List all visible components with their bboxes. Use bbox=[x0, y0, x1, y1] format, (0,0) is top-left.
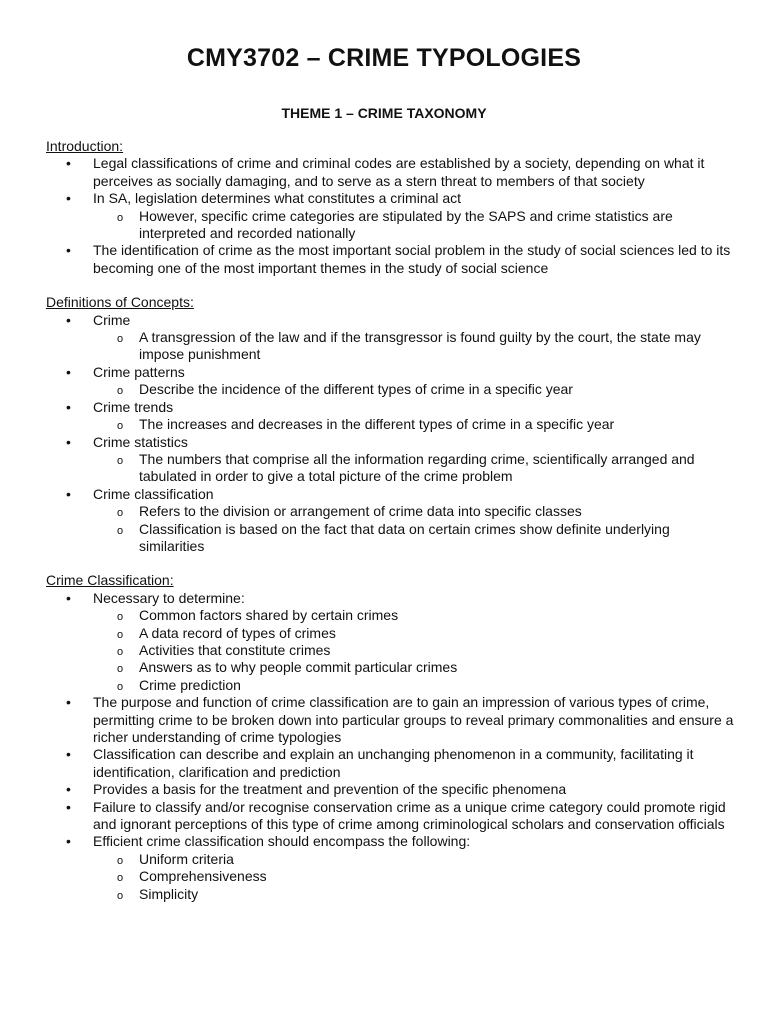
bullet-item bbox=[46, 833, 736, 903]
sub-bullet-item: o Comprehensiveness bbox=[93, 868, 736, 885]
sub-bullet-list bbox=[93, 503, 736, 555]
sub-bullet-item: o Uniform criteria bbox=[93, 851, 736, 868]
sub-bullet-list bbox=[93, 851, 736, 903]
bullet-text: Classification can describe and explain an unchanging phenomenon in a community, facilitating it identification, clarification and prediction bbox=[93, 746, 694, 780]
document-title: CMY3702 – CRIME TYPOLOGIES bbox=[186, 44, 582, 72]
theme-heading: THEME 1 – CRIME TAXONOMY bbox=[281, 105, 487, 121]
section-heading: Definitions of Concepts: bbox=[46, 294, 194, 311]
bullet-list bbox=[46, 155, 736, 277]
sub-bullet-item: o Describe the incidence of the different types of crime in a specific year bbox=[93, 381, 736, 398]
sub-bullet-list bbox=[93, 607, 736, 694]
section-heading: Crime Classification: bbox=[46, 572, 174, 589]
bullet-text: Failure to classify and/or recognise conservation crime as a unique crime category could promote rigid and ignorant perceptions of this type of crime among criminological scholars and conservation officials bbox=[93, 798, 726, 833]
sub-bullet-item: o Answers as to why people commit particular crimes bbox=[93, 659, 736, 676]
sub-bullet-item: o Crime prediction bbox=[93, 677, 736, 694]
bullet-text: The purpose and function of crime classification are to gain an impression of various types of crime, permitting crime to be broken down into particular groups to reveal primary commonalities and ensure a richer understanding of crime typologies bbox=[93, 694, 734, 745]
sub-bullet-item: o However, specific crime categories are stipulated by the SAPS and crime statistics are interpreted and recorded nationally bbox=[93, 208, 736, 243]
bullet-item bbox=[46, 242, 736, 277]
bullet-list bbox=[46, 590, 736, 903]
bullet-text: Crime statistics bbox=[93, 433, 188, 450]
bullet-item bbox=[46, 155, 736, 190]
sub-bullet-list bbox=[93, 416, 736, 433]
bullet-text: Provides a basis for the treatment and prevention of the specific phenomena bbox=[93, 781, 567, 798]
sub-bullet-item: o The increases and decreases in the different types of crime in a specific year bbox=[93, 416, 736, 433]
sub-bullet-item: o Common factors shared by certain crimes bbox=[93, 607, 736, 624]
bullet-item bbox=[46, 364, 736, 399]
bullet-list bbox=[46, 312, 736, 556]
bullet-item bbox=[46, 190, 736, 242]
bullet-text: Crime patterns bbox=[93, 363, 185, 380]
section bbox=[46, 138, 736, 277]
sub-bullet-item: o A data record of types of crimes bbox=[93, 625, 736, 642]
bullet-item bbox=[46, 590, 736, 694]
bullet-item bbox=[46, 399, 736, 434]
section bbox=[46, 294, 736, 555]
bullet-item bbox=[46, 486, 736, 556]
bullet-text: Legal classifications of crime and criminal codes are established by a society, depending on what it perceives as socially damaging, and to serve as a stern threat to members of that society bbox=[93, 155, 705, 189]
sub-bullet-list bbox=[93, 451, 736, 486]
section-heading: Introduction: bbox=[46, 138, 124, 154]
bullet-item bbox=[46, 434, 736, 486]
bullet-text: Necessary to determine: bbox=[93, 589, 245, 606]
bullet-text: Crime trends bbox=[93, 398, 174, 415]
sub-bullet-item: o Classification is based on the fact that data on certain crimes show definite underlying similarities bbox=[93, 521, 736, 556]
sub-bullet-item: o The numbers that comprise all the information regarding crime, scientifically arranged and tabulated in order to give a total picture of the crime problem bbox=[93, 451, 736, 486]
bullet-text: Efficient crime classification should encompass the following: bbox=[93, 833, 471, 850]
bullet-item bbox=[46, 312, 736, 364]
sub-bullet-item: o Refers to the division or arrangement of crime data into specific classes bbox=[93, 503, 736, 520]
sub-bullet-item: o A transgression of the law and if the transgressor is found guilty by the court, the state may impose punishment bbox=[93, 329, 736, 364]
sub-bullet-list bbox=[93, 208, 736, 243]
section bbox=[46, 572, 736, 903]
sub-bullet-list bbox=[93, 381, 736, 398]
bullet-text: In SA, legislation determines what constitutes a criminal act bbox=[93, 190, 462, 207]
bullet-text: Crime bbox=[93, 311, 131, 328]
bullet-item bbox=[46, 746, 736, 781]
bullet-text: Crime classification bbox=[93, 485, 214, 502]
bullet-item bbox=[46, 799, 736, 834]
bullet-item bbox=[46, 694, 736, 746]
document-body bbox=[46, 138, 736, 920]
bullet-item bbox=[46, 781, 736, 798]
bullet-text: The identification of crime as the most important social problem in the study of social sciences led to its becoming one of the most important themes in the study of social science bbox=[93, 242, 731, 276]
sub-bullet-item: o Activities that constitute crimes bbox=[93, 642, 736, 659]
sub-bullet-item: o Simplicity bbox=[93, 886, 736, 903]
sub-bullet-list bbox=[93, 329, 736, 364]
